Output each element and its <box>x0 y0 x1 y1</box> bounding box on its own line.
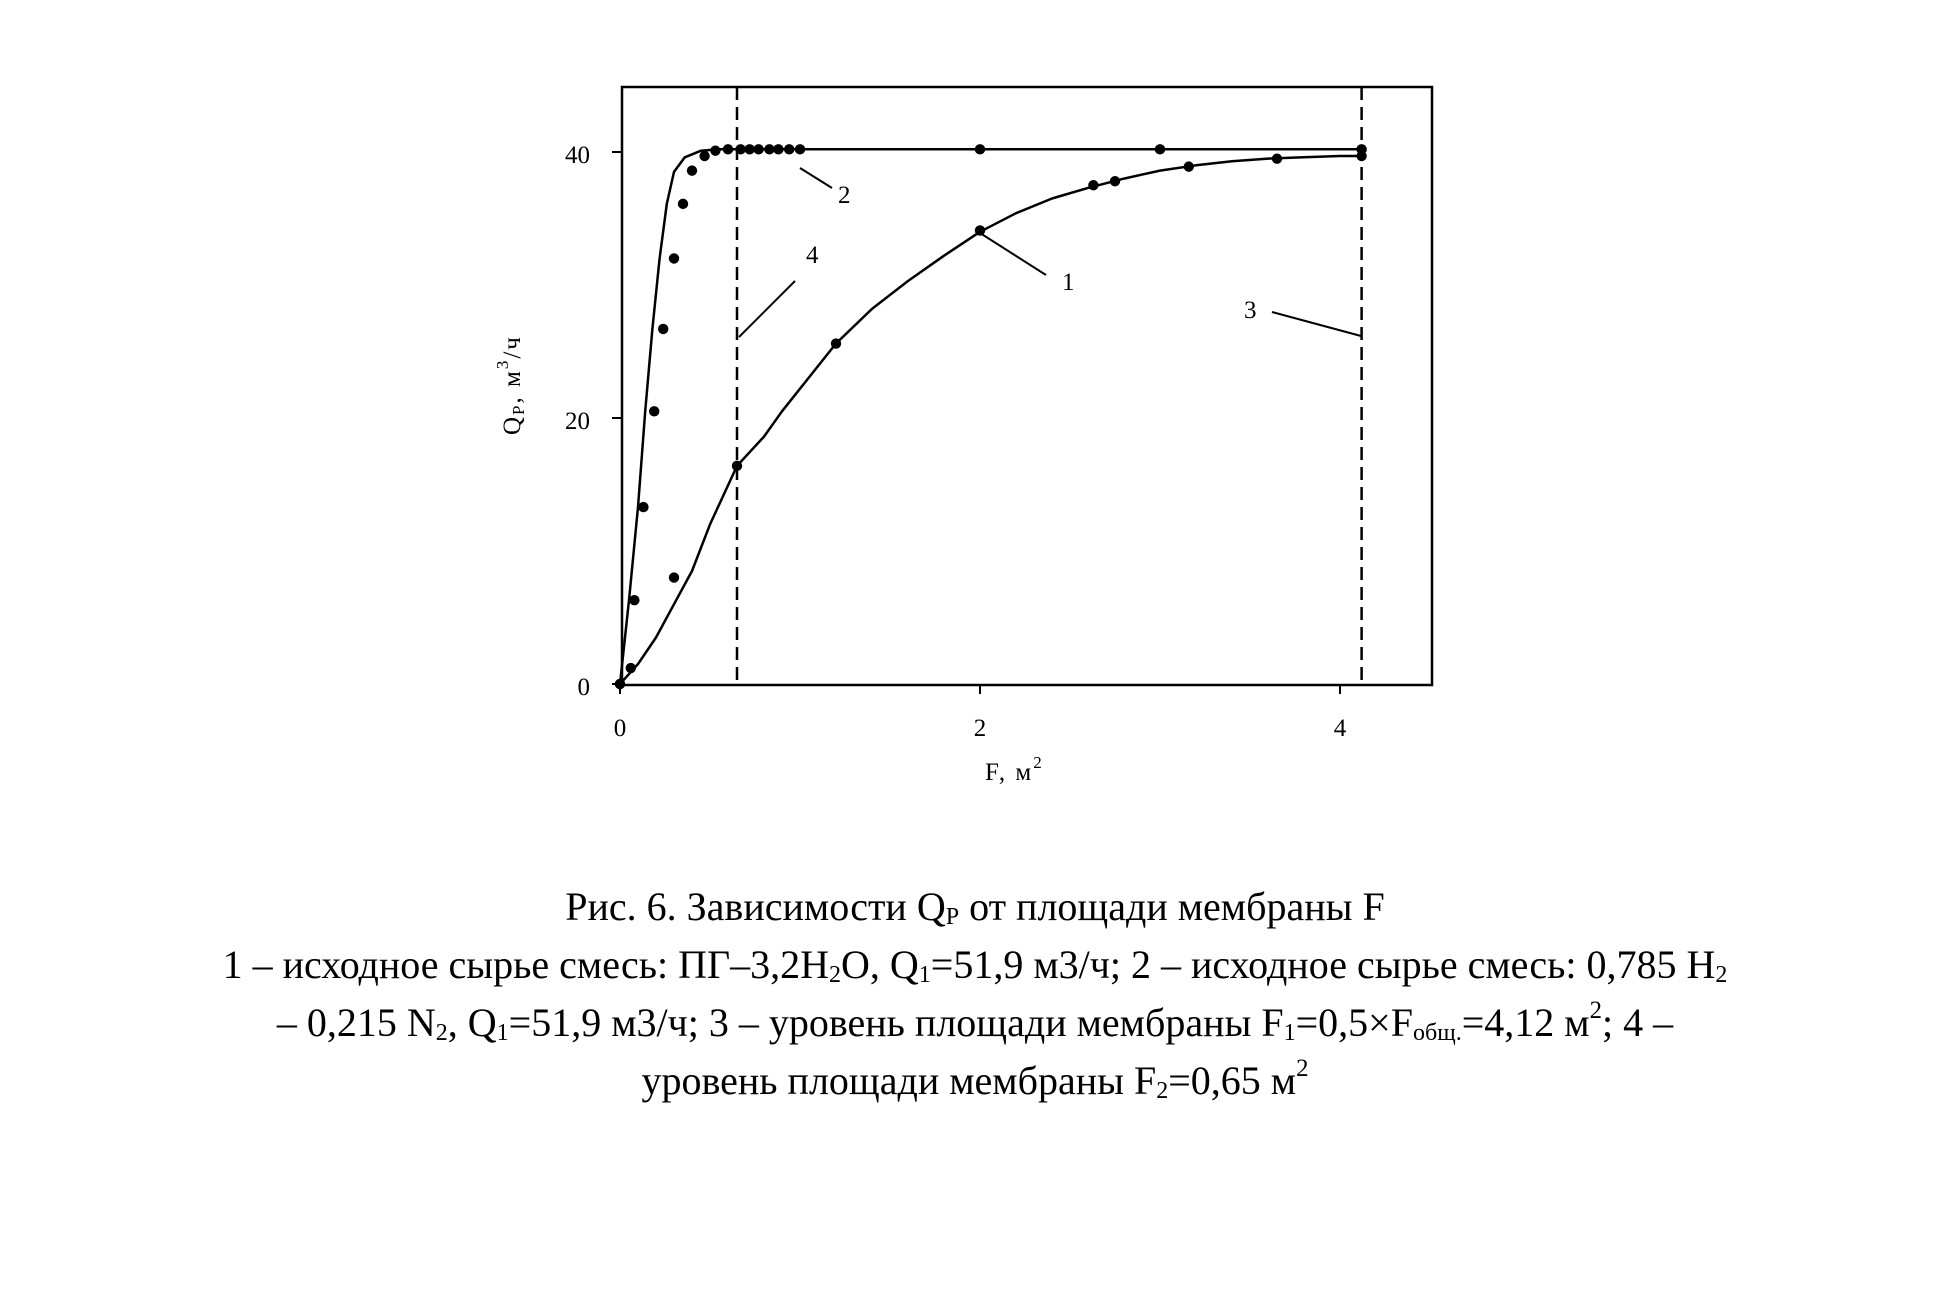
y-tick-label: 40 <box>565 142 590 169</box>
data-point-series-2 <box>629 595 639 605</box>
data-point-series-2 <box>744 144 754 154</box>
x-axis-label-text: F, м <box>985 759 1034 786</box>
caption-line-4: уровень площади мембраны $F_2=0,65$ $м^2$ <box>641 1055 1309 1104</box>
data-point-series-2 <box>615 679 625 689</box>
data-point-series-1 <box>732 461 742 471</box>
plot-frame <box>622 87 1432 685</box>
data-point-series-2 <box>773 144 783 154</box>
caption-line-3: – 0,215 $N_2$, $Q_1=51,9$ м3/ч; 3 – уровень площади мембраны $F_1=0,5\times F_{общ.}=4,12$ $м^2$; 4 – <box>276 997 1674 1046</box>
curve-label-2: 2 <box>838 182 851 209</box>
data-point-series-1 <box>1110 176 1120 186</box>
curve-label-1: 1 <box>1062 269 1075 296</box>
data-point-series-2 <box>723 144 733 154</box>
data-point-series-2 <box>1155 144 1165 154</box>
data-point-series-1 <box>1184 161 1194 171</box>
y-tick-label: 20 <box>565 408 590 435</box>
caption-line-2: 1 – исходное сырье смесь: $ПГ-3,2H_2O$, $Q_1=51,9$ м3/ч; 2 – исходное сырье смесь: 0,785 $H_2$ <box>222 942 1728 988</box>
data-point-series-2 <box>638 502 648 512</box>
data-point-series-2 <box>678 199 688 209</box>
data-point-series-1 <box>1088 180 1098 190</box>
data-point-series-1 <box>831 338 841 348</box>
y-axis-label-sub: P <box>509 403 528 415</box>
y-axis-label-q: Q <box>499 414 526 435</box>
y-axis-label-rest: , м <box>499 369 526 404</box>
data-point-series-2 <box>795 144 805 154</box>
caption-title: Рис. 6. Зависимости $Q_P$ от площади мембраны F <box>565 884 1385 930</box>
data-point-series-1 <box>1272 153 1282 163</box>
data-point-series-2 <box>735 144 745 154</box>
data-point-series-2 <box>658 324 668 334</box>
x-tick-label: 2 <box>973 715 987 742</box>
leader-line-1 <box>980 233 1046 275</box>
y-axis-label <box>493 335 528 435</box>
data-point-series-2 <box>753 144 763 154</box>
leader-line-3 <box>1272 312 1361 336</box>
curve-label-4: 4 <box>806 242 819 269</box>
data-point-series-2 <box>669 253 679 263</box>
series-line-1 <box>620 156 1362 684</box>
figure-caption <box>0 878 1950 1110</box>
data-point-series-2 <box>649 406 659 416</box>
series-line-2 <box>620 149 1362 684</box>
x-tick-label: 0 <box>613 715 627 742</box>
leader-line-2 <box>800 168 832 188</box>
data-point-series-2 <box>764 144 774 154</box>
data-point-series-2 <box>1356 144 1366 154</box>
y-axis-label-tail: /ч <box>499 335 526 359</box>
leader-line-4 <box>739 281 795 337</box>
data-point-series-1 <box>626 663 636 673</box>
x-tick-label: 4 <box>1333 715 1347 742</box>
x-axis-label-sup: 2 <box>1033 753 1044 772</box>
y-axis-label-sup: 3 <box>493 358 512 370</box>
data-point-series-2 <box>710 145 720 155</box>
curve-label-3: 3 <box>1244 297 1257 324</box>
data-point-series-2 <box>784 144 794 154</box>
data-point-series-2 <box>975 144 985 154</box>
data-point-series-2 <box>687 165 697 175</box>
x-axis-label <box>985 753 1044 786</box>
y-tick-label: 0 <box>577 674 590 701</box>
reference-lines <box>737 87 1362 685</box>
data-point-series-2 <box>699 151 709 161</box>
series-curves <box>620 149 1362 684</box>
data-point-series-1 <box>669 572 679 582</box>
annotation-leaders <box>739 168 1361 337</box>
